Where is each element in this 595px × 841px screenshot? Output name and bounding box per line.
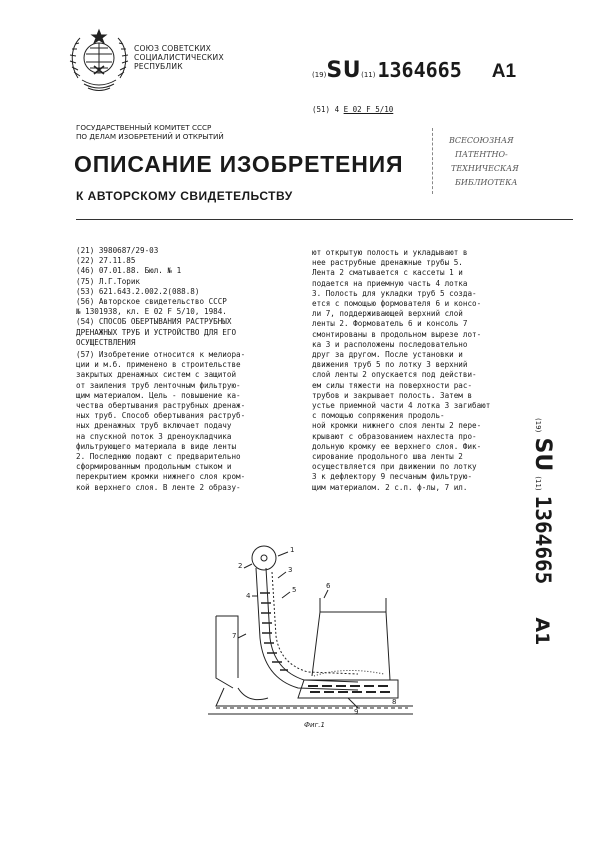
- inid-11: (11): [361, 71, 376, 79]
- abstract-line: от заиления труб ленточным фильтрую-: [76, 380, 241, 390]
- document-subtitle: К АВТОРСКОМУ СВИДЕТЕЛЬСТВУ: [76, 189, 293, 203]
- committee: [76, 124, 224, 142]
- abstract-line: осуществляется при движении по лотку: [312, 462, 477, 472]
- abstract-line: 2. Последнюю подают с предварительно: [76, 452, 241, 462]
- abstract-line: движения труб 5 по лотку 3 верхний: [312, 360, 468, 370]
- abstract-line: ных дренажных труб включает подачу: [76, 421, 232, 431]
- abstract-line: крывают с образованием нахлеста про-: [312, 431, 477, 441]
- document-title: ОПИСАНИЕ ИЗОБРЕТЕНИЯ: [74, 151, 404, 177]
- publication-number: [312, 58, 516, 83]
- kind-code: A1: [491, 61, 517, 82]
- abstract-line: сформированным продольным стыком и: [76, 462, 232, 472]
- abstract-line: щим материалом. Цель - повышение ка-: [76, 390, 241, 400]
- ipc-classification: [312, 105, 393, 114]
- biblio-line: (54) СПОСОБ ОБЕРТЫВАНИЯ РАСТРУБНЫХ: [76, 317, 232, 327]
- country-code: SU: [530, 437, 555, 472]
- abstract-line: перекрытием кромки нижнего слоя кром-: [76, 472, 246, 482]
- abstract-line: 3. Полость для укладки труб 5 созда-: [312, 288, 477, 298]
- abstract-line: фильтрующего материала в виде ленты: [76, 441, 237, 451]
- abstract-line: (57) Изобретение относится к мелиора-: [76, 350, 246, 360]
- figure-label: 2: [238, 562, 243, 570]
- library-stamp: [432, 128, 533, 194]
- committee-line: ГОСУДАРСТВЕННЫЙ КОМИТЕТ СССР: [76, 123, 212, 132]
- committee-line: ПО ДЕЛАМ ИЗОБРЕТЕНИЙ И ОТКРЫТИЙ: [76, 131, 224, 141]
- stamp-line: ТЕХНИЧЕСКАЯ: [451, 164, 519, 173]
- patent-number: 1364665: [377, 58, 462, 82]
- header-divider: [76, 219, 573, 220]
- cassette: [252, 546, 276, 570]
- abstract-line: ной кромки нижнего слоя ленты 2 пере-: [312, 421, 482, 431]
- abstract-line: чества обертывания раструбных дренаж-: [76, 401, 246, 411]
- abstract-line: на спускной поток 3 дреноукладчика: [76, 431, 232, 441]
- figure-label: 4: [246, 592, 251, 600]
- abstract-line: ется с помощью формователя 6 и консо-: [312, 299, 482, 309]
- stamp-line: БИБЛИОТЕКА: [455, 178, 518, 187]
- abstract-line: закрытых дренажных систем с защитой: [76, 370, 237, 380]
- figure-caption: Фиг.1: [304, 721, 325, 729]
- biblio-line: ДРЕНАЖНЫХ ТРУБ И УСТРОЙСТВО ДЛЯ ЕГО: [76, 327, 237, 337]
- union-line: СОЦИАЛИСТИЧЕСКИХ: [134, 53, 224, 63]
- union-line: РЕСПУБЛИК: [134, 62, 183, 72]
- inid-11: (11): [534, 476, 542, 491]
- right-column: [312, 248, 552, 493]
- abstract-line: ли 7, поддерживающей верхний слой: [312, 309, 463, 319]
- abstract-line: 3 к дефлектору 9 песчаным фильтрую-: [312, 472, 473, 482]
- biblio-line: (21) 3980687/29-03: [76, 246, 159, 255]
- vertical-publication-number: [530, 418, 572, 678]
- inid-19: (19): [534, 418, 542, 433]
- abstract-line: смонтированы в продольном вырезе лот-: [312, 329, 482, 339]
- abstract-line: кой верхнего слоя. В ленте 2 образу-: [76, 482, 241, 492]
- abstract-line: ции и м.б. применено в строительстве: [76, 360, 241, 370]
- abstract-line: устье приемной части 4 лотка 3 загибают: [312, 401, 491, 411]
- figure-label: 3: [288, 566, 293, 574]
- abstract-line: Лента 2 сматывается с кассеты 1 и: [312, 268, 463, 278]
- biblio-line: № 1301938, кл. Е 02 F 5/10, 1984.: [76, 307, 227, 317]
- issuing-state: [134, 44, 224, 72]
- abstract-line: с помощью сопряжения продоль-: [312, 411, 445, 421]
- ipc-prefix: (51) 4: [312, 105, 340, 114]
- abstract-line: ем силы тяжести на поверхности рас-: [312, 380, 473, 390]
- inid-19: (19): [312, 71, 327, 79]
- country-code: SU: [326, 58, 362, 83]
- union-line: СОЮЗ СОВЕТСКИХ: [134, 44, 212, 53]
- biblio-line: (75) Л.Г.Торик: [76, 276, 141, 286]
- abstract-line: трубов и закрывает полость. Затем в: [312, 390, 473, 400]
- figure-1-drawing: [208, 538, 413, 733]
- figure-label: 9: [354, 708, 359, 716]
- abstract-line: подается на приемную часть 4 лотка: [312, 278, 468, 288]
- stamp-line: ПАТЕНТНО-: [455, 150, 508, 159]
- ussr-emblem-icon: [68, 28, 130, 94]
- figure-label: 1: [290, 546, 295, 554]
- figure-label: 7: [232, 632, 237, 640]
- biblio-line: (22) 27.11.85: [76, 256, 136, 266]
- stamp-line: ВСЕСОЮЗНАЯ: [449, 136, 514, 145]
- abstract-line: нее раструбные дренажные трубы 5.: [312, 258, 463, 268]
- abstract-line: ют открытую полость и укладывают в: [312, 248, 468, 257]
- abstract-line: ленты 2. Формователь 6 и консоль 7: [312, 319, 468, 329]
- biblio-line: (53) 621.643.2.002.2(088.8): [76, 286, 200, 296]
- abstract-line: ных труб. Способ обертывания раструб-: [76, 411, 246, 421]
- biblio-line: (46) 07.01.88. Бюл. № 1: [76, 266, 182, 276]
- abstract-line: дольную кромку ее верхнего слоя. Фик-: [312, 441, 482, 451]
- abstract-line: слой ленты 2 опускается под действи-: [312, 370, 477, 380]
- abstract-line: сирование продольного шва ленты 2: [312, 452, 463, 462]
- biblio-line: (56) Авторское свидетельство СССР: [76, 297, 227, 307]
- ipc-code: E 02 F 5/10: [343, 105, 394, 114]
- figure-label: 5: [292, 586, 297, 594]
- left-column: [76, 246, 298, 493]
- figure-label: 8: [392, 698, 397, 706]
- abstract-line: щим материалом. 2 с.п. ф-лы, 7 ил.: [312, 482, 468, 492]
- patent-number: 1364665: [531, 495, 555, 585]
- abstract-line: друг за другом. После установки и: [312, 350, 463, 360]
- abstract-line: ка 3 и расположены последовательно: [312, 339, 468, 349]
- kind-code: A1: [531, 617, 553, 646]
- figure-label: 6: [326, 582, 331, 590]
- biblio-line: ОСУЩЕСТВЛЕНИЯ: [76, 337, 136, 347]
